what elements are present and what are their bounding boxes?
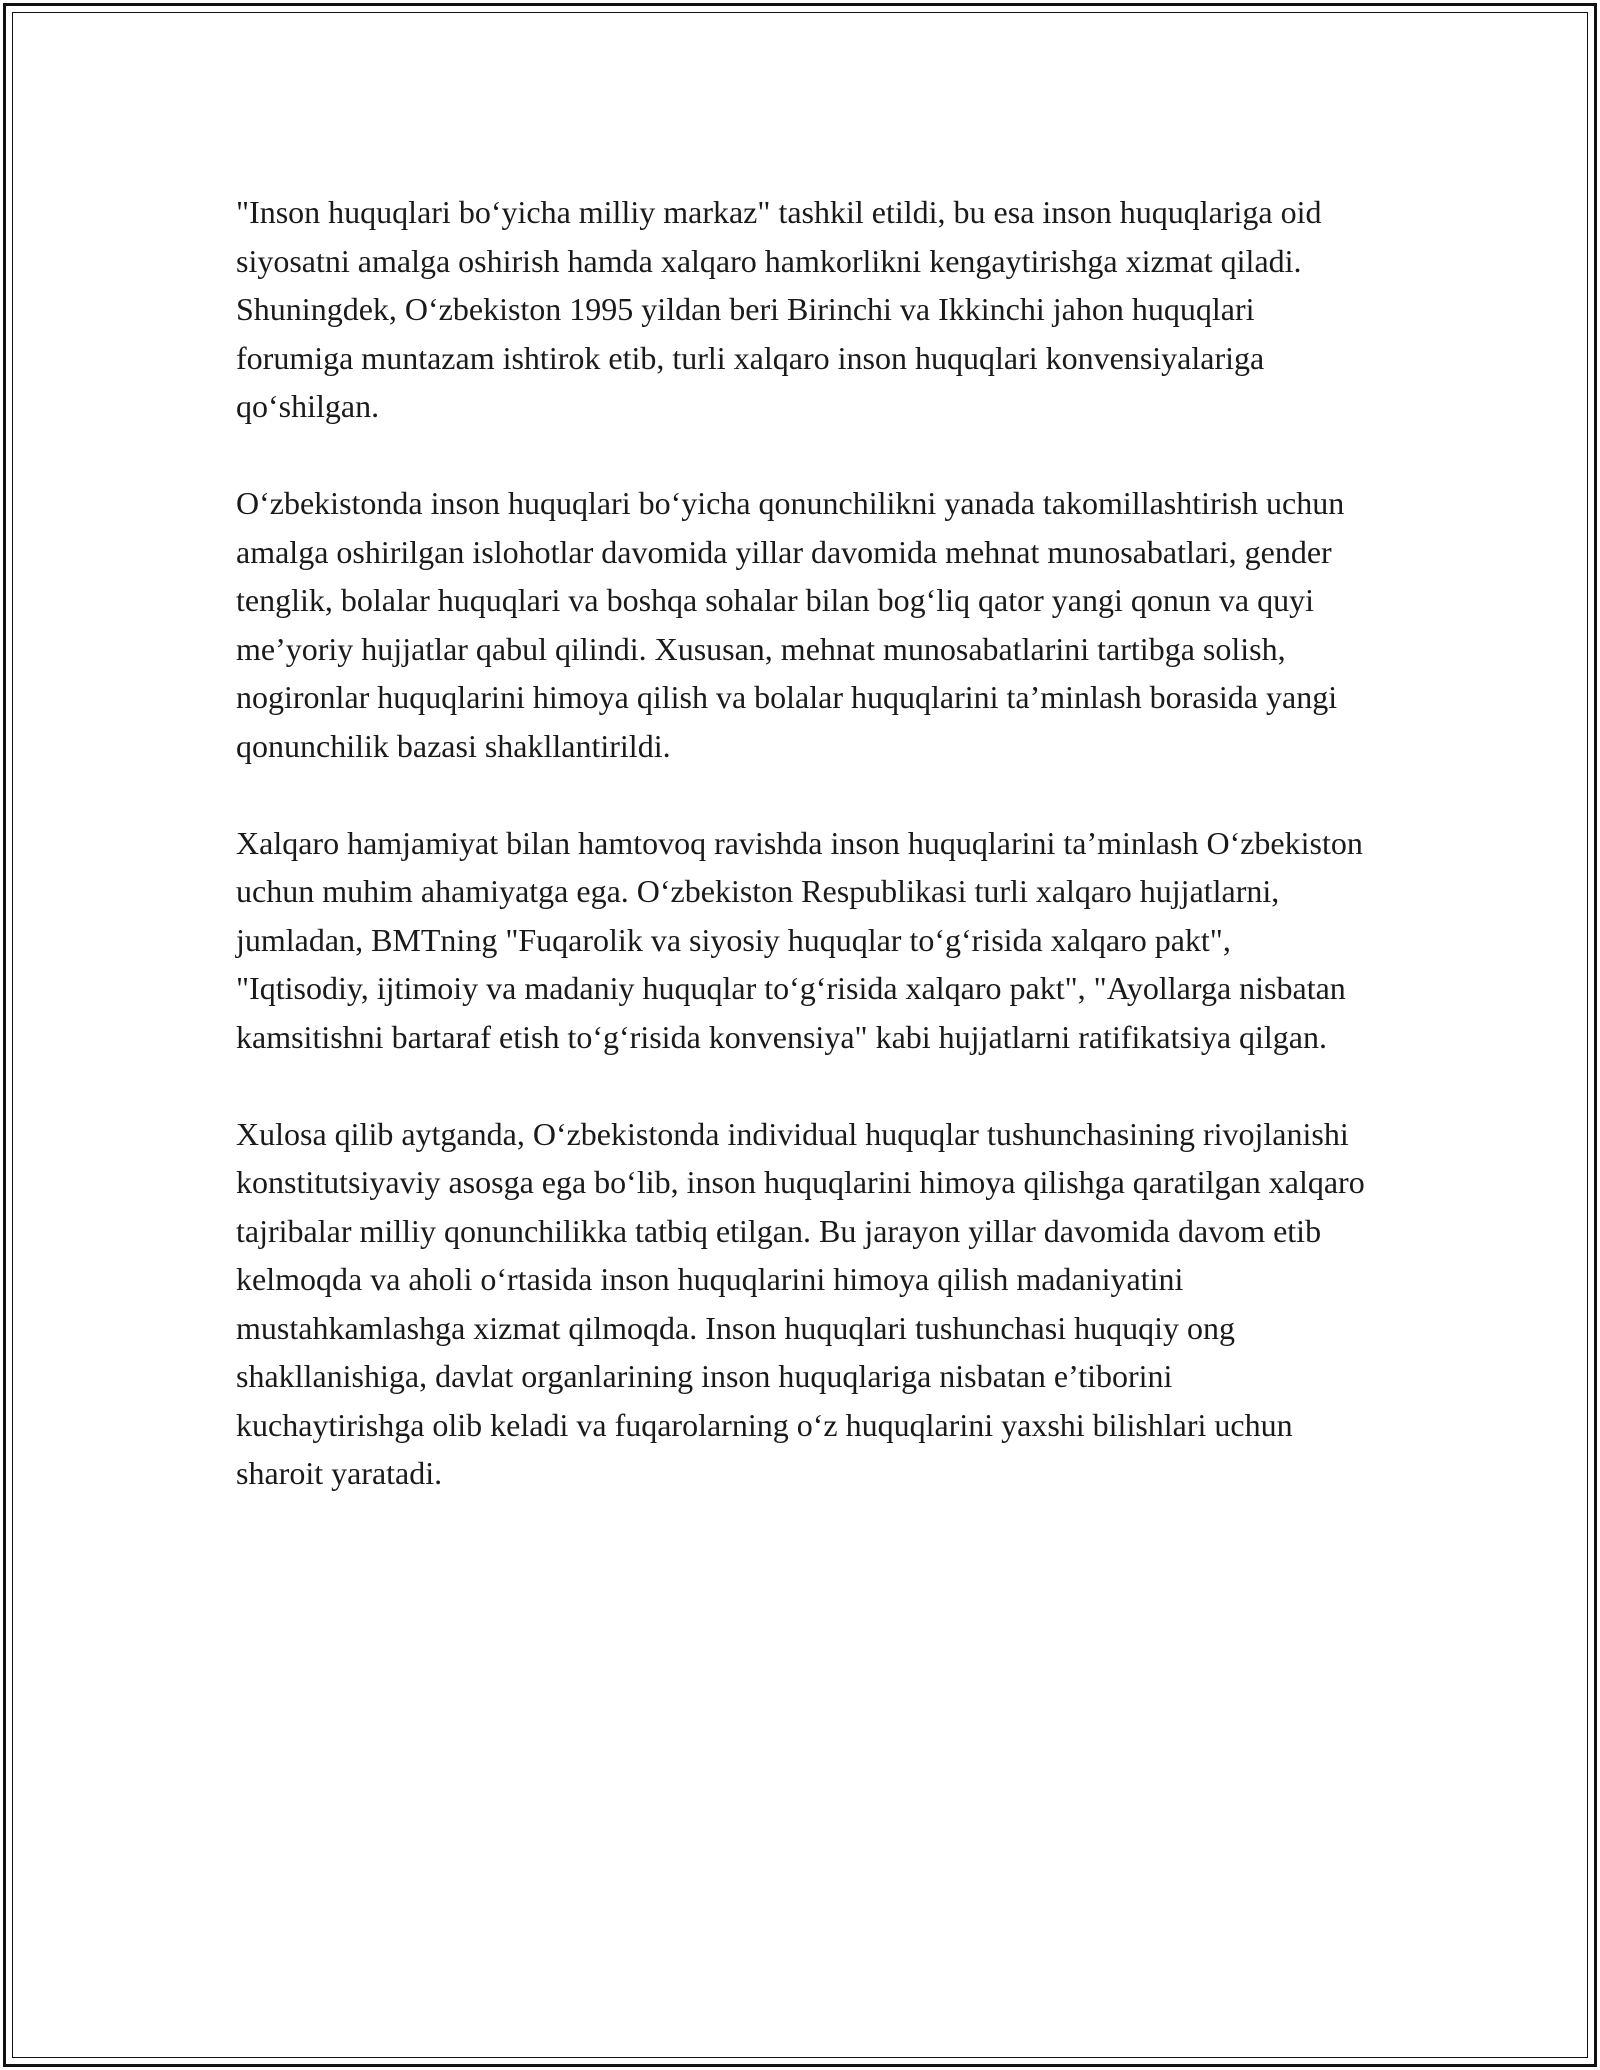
paragraph-international-documents: Xalqaro hamjamiyat bilan hamtovoq ravishda inson huquqlarini ta’minlash O‘zbekiston uchun muhim ahamiyatga ega. O‘zbekiston Respublikasi turli xalqaro hujjatlarni, jumladan, BMTning "Fuqarolik va siyosiy huquqlar to‘g‘risida xalqaro pakt", "Iqtisodiy, ijtimoiy va madaniy huquqlar to‘g‘risida xalqaro pakt", "Ayollarga nisbatan kamsitishni bartaraf etish to‘g‘risida konvensiya" kabi hujjatlarni ratifikatsiya qilgan.: [236, 824, 1363, 1055]
paragraph-legislation-reforms: O‘zbekistonda inson huquqlari bo‘yicha qonunchilikni yanada takomillashtirish uchun amalga oshirilgan islohotlar davomida yillar davomida mehnat munosabatlari, gender tenglik, bolalar huquqlari va boshqa sohalar bilan bog‘liq qator yangi qonun va quyi me’yoriy hujjatlar qabul qilindi. Xususan, mehnat munosabatlarini tartibga solish, nogironlar huquqlarini himoya qilish va bolalar huquqlarini ta’minlash borasida yangi qonunchilik bazasi shakllantirildi.: [236, 485, 1345, 764]
document-body: [236, 188, 1366, 1498]
paragraph-national-center: "Inson huquqlari bo‘yicha milliy markaz" tashkil etildi, bu esa inson huquqlariga oid siyosatni amalga oshirish hamda xalqaro hamkorlikni kengaytirishga xizmat qiladi. Shuningdek, O‘zbekiston 1995 yildan beri Birinchi va Ikkinchi jahon huquqlari forumiga muntazam ishtirok etib, turli xalqaro inson huquqlari konvensiyalariga qo‘shilgan.: [236, 194, 1322, 424]
paragraph-conclusion: Xulosa qilib aytganda, O‘zbekistonda individual huquqlar tushunchasining rivojlanishi konstitutsiyaviy asosga ega bo‘lib, inson huquqlarini himoya qilishga qaratilgan xalqaro tajribalar milliy qonunchilikka tatbiq etilgan. Bu jarayon yillar davomida davom etib kelmoqda va aholi o‘rtasida inson huquqlarini himoya qilish madaniyatini mustahkamlashga xizmat qilmoqda. Inson huquqlari tushunchasi huquqiy ong shakllanishiga, davlat organlarining inson huquqlariga nisbatan e’tiborini kuchaytirishga olib keladi va fuqarolarning o‘z huquqlarini yaxshi bilishlari uchun sharoit yaratadi.: [236, 1115, 1365, 1491]
